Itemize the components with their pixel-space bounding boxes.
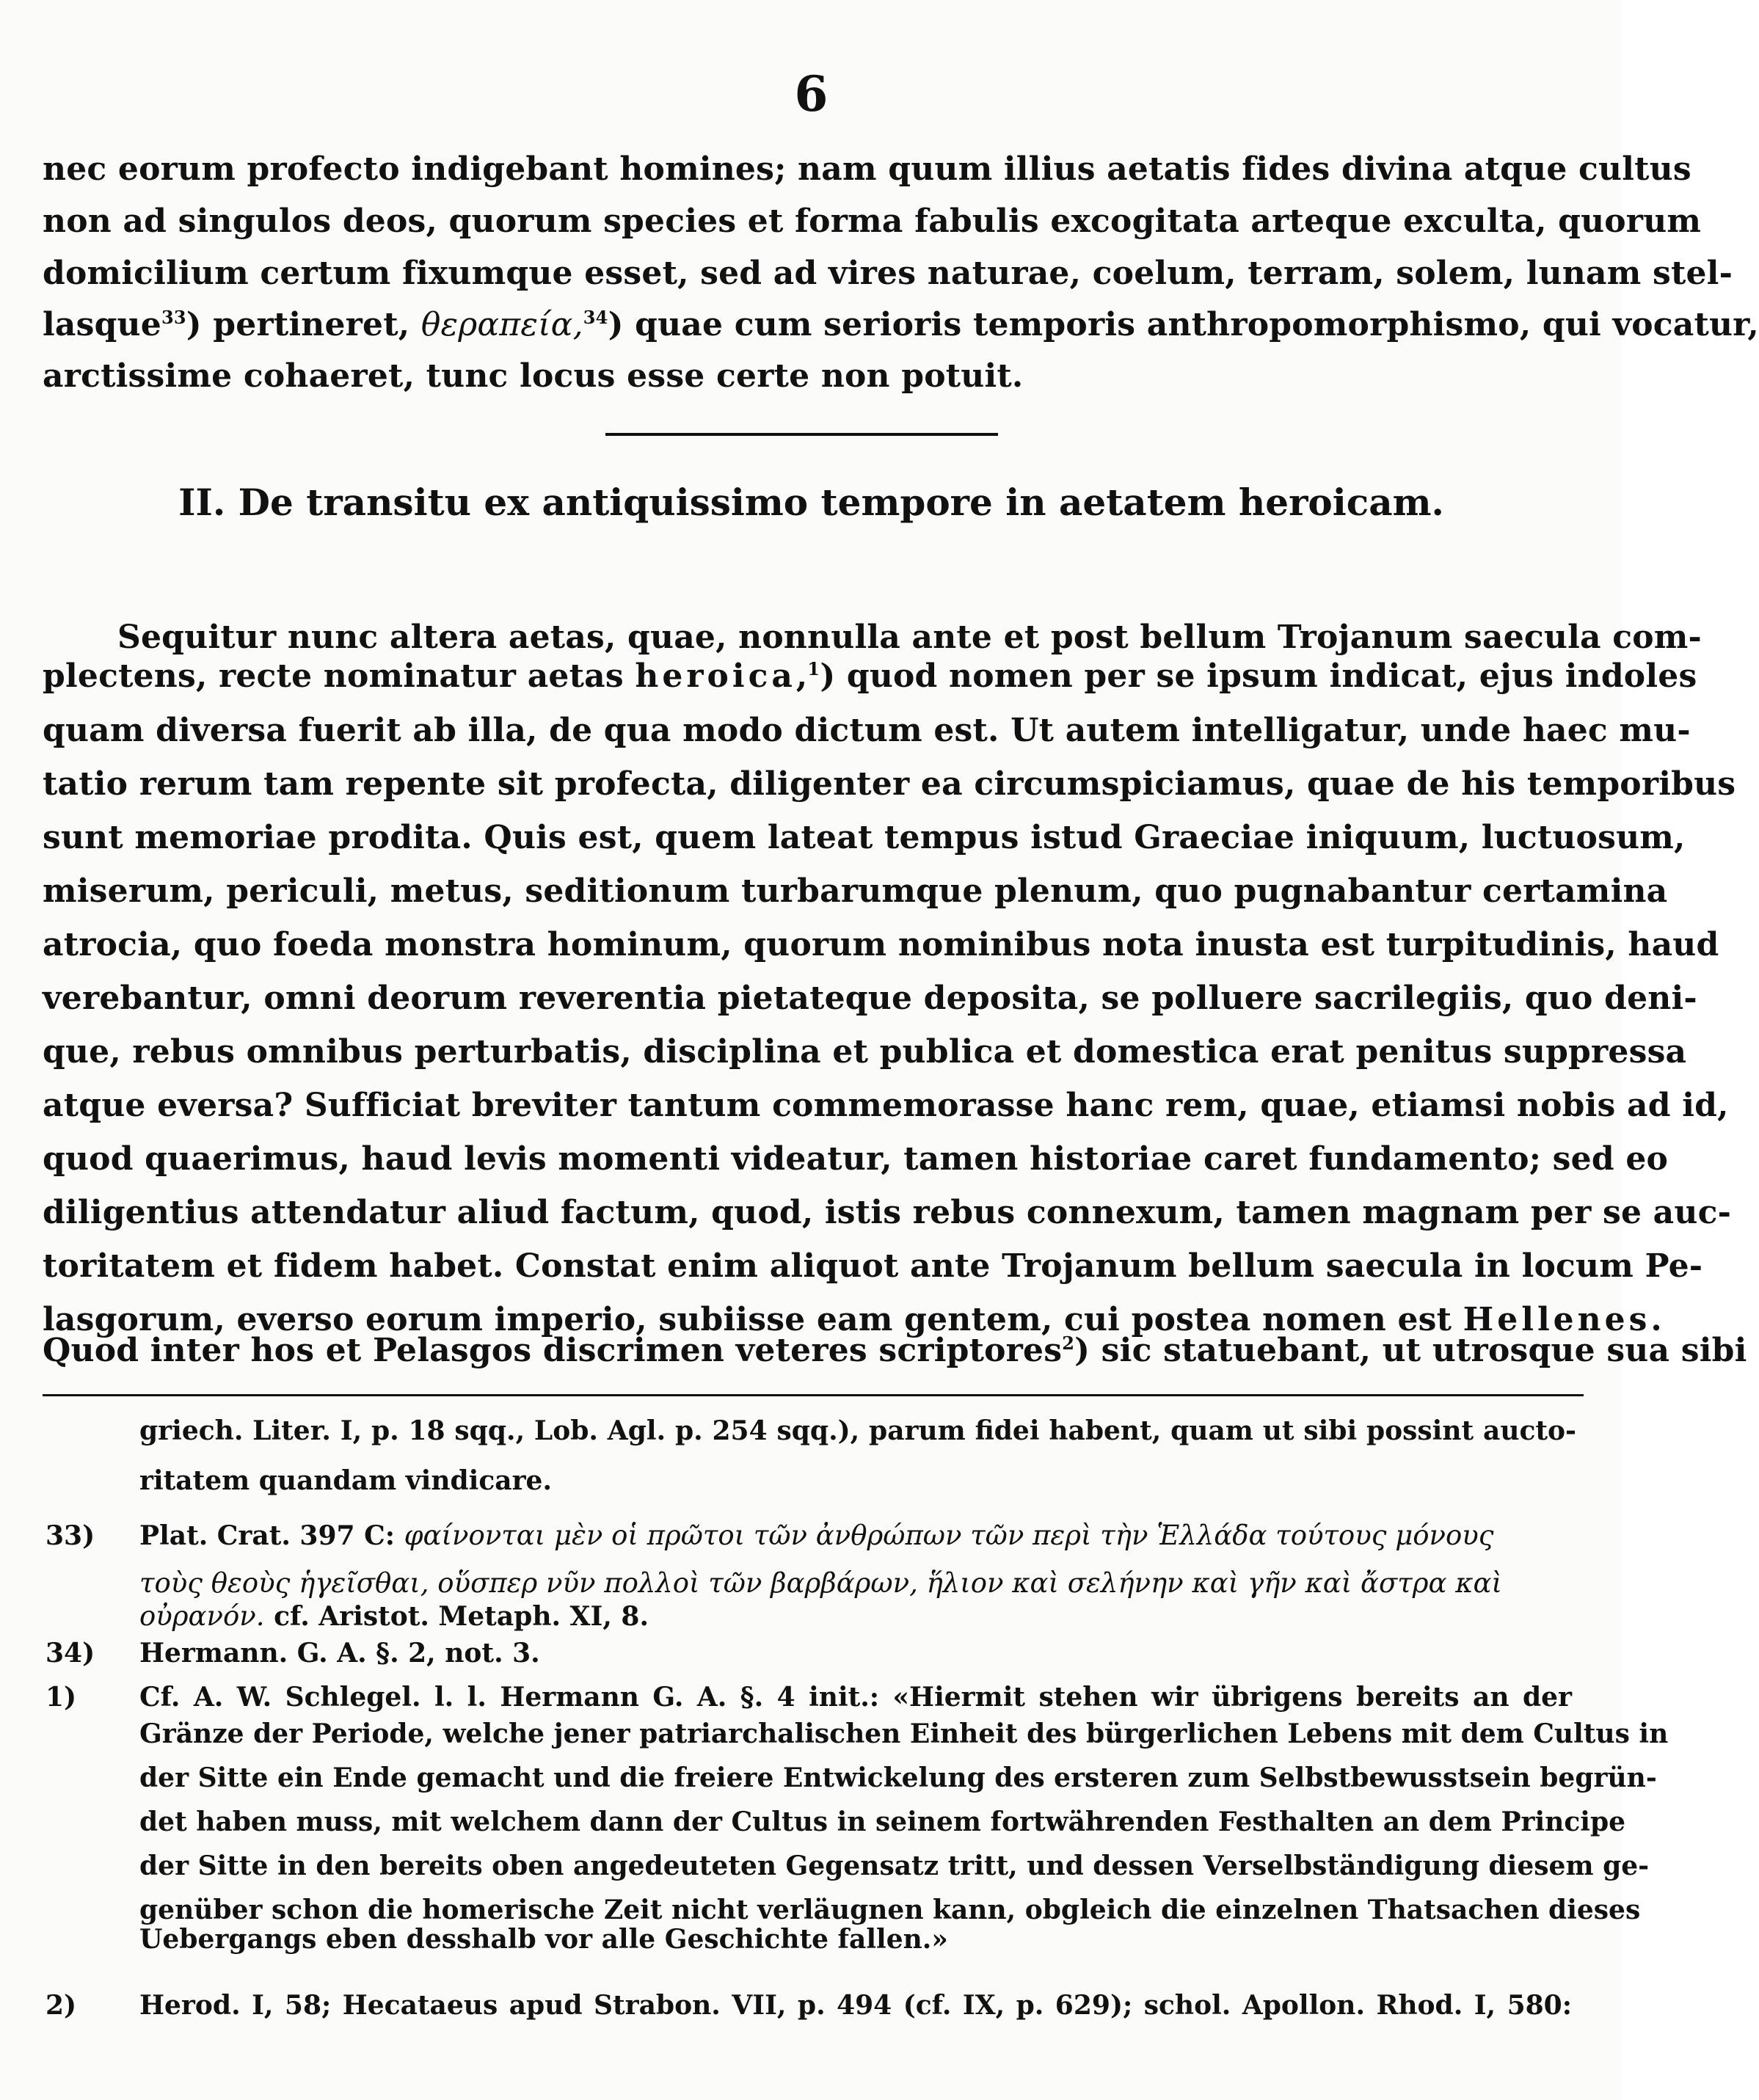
footnote-ref-34: 34: [583, 307, 608, 328]
body-line: nec eorum profecto indigebant homines; nam quum illius aetatis fides divina atque cultus: [43, 150, 1691, 188]
text-fragment: lasque: [43, 306, 161, 343]
text-fragment: ) sic statuebant, ut utrosque sua sibi: [1074, 1332, 1747, 1369]
footnote-label: 2): [45, 1990, 77, 2021]
footnote-label: 1): [45, 1682, 77, 1713]
body-line: sunt memoriae prodita. Quis est, quem lateat tempus istud Graeciae iniquum, luctuosum,: [43, 819, 1686, 856]
body-line: arctissime cohaeret, tunc locus esse certe non potuit.: [43, 357, 1024, 395]
footnote-line: der Sitte in den bereits oben angedeuteten Gegensatz tritt, und dessen Verselbständigung diesem ge-: [139, 1851, 1650, 1881]
body-line: que, rebus omnibus perturbatis, disciplina et publica et domestica erat penitus suppressa: [43, 1033, 1687, 1071]
footnote-text: Hermann. G. A. §. 2, not. 3.: [139, 1638, 540, 1669]
text-fragment: ,: [795, 657, 808, 695]
footnote-ref-33: 33: [161, 307, 186, 328]
body-line: domicilium certum fixumque esset, sed ad vires naturae, coelum, terram, solem, lunam stel-: [43, 255, 1733, 292]
footnote-text: Plat. Crat. 397 C:: [139, 1520, 404, 1551]
footnote-34: [45, 1636, 540, 1670]
text-fragment: ) pertineret,: [186, 306, 421, 343]
body-line: atque eversa? Sufficiat breviter tantum commemorasse hanc rem, quae, etiamsi nobis ad id,: [43, 1087, 1729, 1124]
body-line: non ad singulos deos, quorum species et forma fabulis excogitata arteque exculta, quorum: [43, 203, 1702, 240]
text-fragment: ) quod nomen per se ipsum indicat, ejus indoles: [820, 657, 1697, 695]
text-fragment: .: [1650, 1301, 1662, 1338]
body-line: toritatem et fidem habet. Constat enim aliquot ante Trojanum bellum saecula in locum Pe-: [43, 1247, 1703, 1285]
footnote-divider: [43, 1394, 1584, 1396]
body-line: tatio rerum tam repente sit profecta, diligenter ea circumspiciamus, quae de his temporibus: [43, 765, 1736, 803]
text-fragment: ) quae cum serioris temporis anthropomorphismo, qui vocatur,: [608, 306, 1759, 343]
page-number: 6: [794, 65, 828, 123]
footnote-line: Uebergangs eben desshalb vor alle Geschichte fallen.»: [139, 1924, 948, 1955]
footnote-line: Gränze der Periode, welche jener patriarchalischen Einheit des bürgerlichen Lebens mit dem Cultus in: [139, 1718, 1669, 1749]
body-line: verebantur, omni deorum reverentia pietateque deposita, se polluere sacrilegiis, quo deni-: [43, 980, 1697, 1017]
text-fragment: Quod inter hos et Pelasgos discrimen veteres scriptores: [43, 1332, 1063, 1369]
footnote-text: Cf. A. W. Schlegel. l. l. Hermann G. A. §. 4 init.: «Hiermit stehen wir übrigens bereits an der: [139, 1682, 1572, 1713]
footnote-line: det haben muss, mit welchem dann der Cultus in seinem fortwährenden Festhalten an dem Principe: [139, 1806, 1626, 1837]
body-line: [43, 305, 1759, 346]
body-line: atrocia, quo foeda monstra hominum, quorum nominibus nota inusta est turpitudinis, haud: [43, 926, 1719, 963]
footnote-label: 34): [45, 1638, 95, 1669]
text-fragment: plectens, recte nominatur aetas: [43, 657, 636, 695]
footnote-text: Herod. I, 58; Hecataeus apud Strabon. VII, p. 494 (cf. IX, p. 629); schol. Apollon. Rhod. I, 580:: [139, 1990, 1572, 2021]
body-line: miserum, periculi, metus, seditionum turbarumque plenum, quo pugnabantur certamina: [43, 872, 1668, 910]
footnote-33: [45, 1519, 1494, 1553]
footnote-ref-2: 2: [1062, 1332, 1075, 1354]
greek-term: θεραπεία,: [420, 306, 583, 343]
body-line: [43, 1330, 1747, 1371]
section-heading: II. De transitu ex antiquissimo tempore in aetatem heroicam.: [178, 481, 1444, 524]
greek-quote: οὐρανόν.: [139, 1600, 265, 1632]
footnote-label: 33): [45, 1520, 95, 1551]
footnote-line: [139, 1600, 1570, 1633]
body-line: Sequitur nunc altera aetas, quae, nonnulla ante et post bellum Trojanum saecula com-: [117, 619, 1702, 656]
footnote-line: ritatem quandam vindicare.: [139, 1465, 552, 1496]
body-line: diligentius attendatur aliud factum, quod, istis rebus connexum, tamen magnam per se auc-: [43, 1194, 1732, 1231]
body-line: quod quaerimus, haud levis momenti videatur, tamen historiae caret fundamento; sed eo: [43, 1140, 1669, 1178]
footnote-1: [45, 1680, 1572, 1714]
text-fragment: lasgorum, everso eorum imperio, subiisse eam gentem, cui postea nomen est: [43, 1301, 1463, 1338]
footnote-text: cf. Aristot. Metaph. XI, 8.: [264, 1601, 649, 1632]
footnote-line: [139, 1567, 1570, 1600]
body-line: [43, 656, 1697, 697]
emphasized-term: Hellenes: [1463, 1301, 1651, 1338]
greek-quote: τοὺς θεοὺς ἡγεῖσθαι, οὕσπερ νῦν πολλοὶ τῶν βαρβάρων, ἥλιον καὶ σελήνην καὶ γῆν καὶ ἄστρα καὶ: [139, 1567, 1502, 1599]
greek-quote: φαίνονται μὲν οἱ πρῶτοι τῶν ἀνθρώπων τῶν περὶ τὴν Ἑλλάδα τούτους μόνους: [404, 1520, 1494, 1551]
footnote-ref-1: 1: [807, 658, 820, 679]
section-divider: [605, 433, 998, 436]
footnote-line: genüber schon die homerische Zeit nicht verläugnen kann, obgleich die einzelnen Thatsachen dieses: [139, 1895, 1641, 1925]
footnote-line: griech. Liter. I, p. 18 sqq., Lob. Agl. p. 254 sqq.), parum fidei habent, quam ut sibi possint aucto-: [139, 1415, 1576, 1446]
body-line: quam diversa fuerit ab illa, de qua modo dictum est. Ut autem intelligatur, unde haec mu-: [43, 712, 1691, 749]
footnote-2: [45, 1988, 1572, 2022]
emphasized-term: heroica: [635, 657, 796, 695]
footnote-line: der Sitte ein Ende gemacht und die freiere Entwickelung des ersteren zum Selbstbewusstsein begrün-: [139, 1762, 1657, 1793]
